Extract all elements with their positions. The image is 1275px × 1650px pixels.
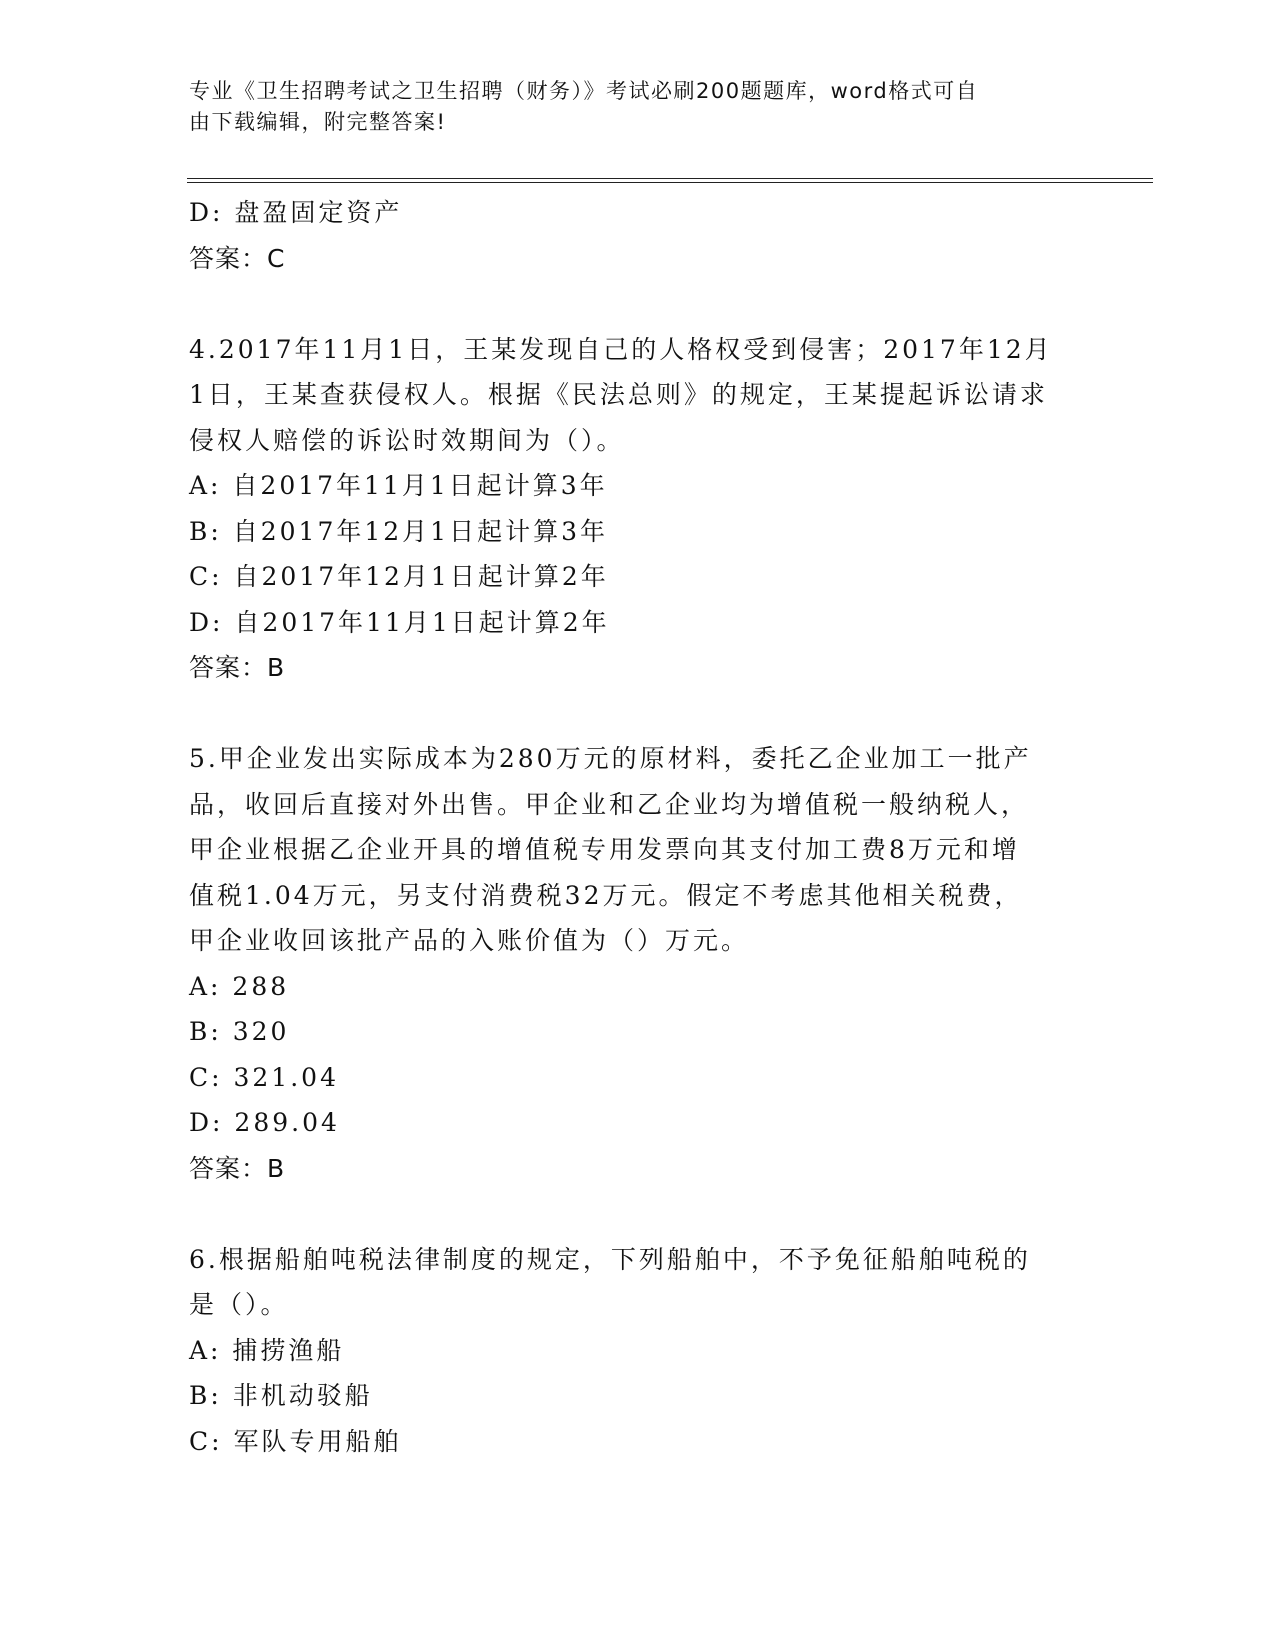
option-b: B: 非机动驳船 bbox=[189, 1381, 373, 1410]
answer: 答案：B bbox=[189, 1153, 286, 1183]
previous-question-tail bbox=[189, 190, 1089, 281]
spacer bbox=[189, 281, 1089, 327]
option-b: B: 自2017年12月1日起计算3年 bbox=[189, 516, 608, 546]
question-stem-line: 4.2017年11月1日，王某发现自己的人格权受到侵害；2017年12月 bbox=[189, 334, 1053, 364]
header-divider bbox=[187, 182, 1153, 183]
option-b: B: 320 bbox=[189, 1017, 290, 1046]
option-d: D: 盘盈固定资产 bbox=[189, 198, 403, 227]
option-c: C: 自2017年12月1日起计算2年 bbox=[189, 562, 609, 591]
question-stem-line: 5.甲企业发出实际成本为280万元的原材料，委托乙企业加工一批产 bbox=[189, 744, 1032, 773]
spacer bbox=[189, 1191, 1089, 1237]
option-a: A: 捕捞渔船 bbox=[189, 1335, 345, 1365]
option-c: C: 军队专用船舶 bbox=[189, 1426, 402, 1456]
question-stem-line: 是（）。 bbox=[189, 1290, 289, 1319]
question-6 bbox=[189, 1237, 1089, 1465]
answer: 答案：B bbox=[189, 653, 286, 682]
header-line: 专业《卫生招聘考试之卫生招聘（财务）》考试必刷200题题库，word格式可自 bbox=[189, 79, 979, 103]
question-stem-line: 侵权人赔偿的诉讼时效期间为（）。 bbox=[189, 425, 625, 455]
document-body bbox=[189, 190, 1089, 1464]
question-5 bbox=[189, 736, 1089, 1191]
header-line: 由下载编辑，附完整答案! bbox=[189, 110, 447, 134]
question-stem-line: 品，收回后直接对外出售。甲企业和乙企业均为增值税一般纳税人， bbox=[189, 789, 1030, 819]
option-d: D: 289.04 bbox=[189, 1108, 340, 1137]
question-stem-line: 6.根据船舶吨税法律制度的规定，下列船舶中，不予免征船舶吨税的 bbox=[189, 1244, 1031, 1274]
question-stem-line: 值税1.04万元，另支付消费税32万元。假定不考虑其他相关税费， bbox=[189, 880, 1023, 910]
option-c: C: 321.04 bbox=[189, 1062, 339, 1092]
option-a: A: 自2017年11月1日起计算3年 bbox=[189, 471, 608, 500]
document-header bbox=[189, 76, 1089, 138]
question-4 bbox=[189, 327, 1089, 691]
header-divider bbox=[187, 178, 1153, 179]
question-stem-line: 1日，王某查获侵权人。根据《民法总则》的规定，王某提起诉讼请求 bbox=[189, 380, 1048, 409]
option-a: A: 288 bbox=[189, 971, 290, 1001]
spacer bbox=[189, 691, 1089, 737]
question-stem-line: 甲企业收回该批产品的入账价值为（）万元。 bbox=[189, 926, 750, 955]
option-d: D: 自2017年11月1日起计算2年 bbox=[189, 607, 610, 637]
question-stem-line: 甲企业根据乙企业开具的增值税专用发票向其支付加工费8万元和增 bbox=[189, 835, 1020, 864]
answer: 答案：C bbox=[189, 243, 286, 273]
